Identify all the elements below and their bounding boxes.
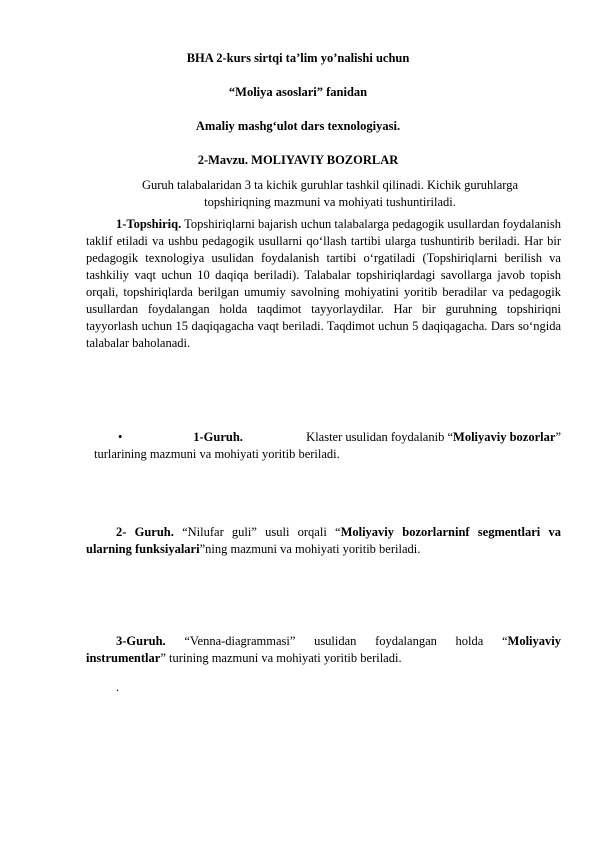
header-line-2: “Moliya asoslari” fanidan [228,85,368,99]
task1-label: 1-Topshiriq. [116,217,182,231]
group3-text-b: ” turining mazmuni va mohiyati yoritib beriladi. [160,651,402,665]
group1-text-a: Klaster usulidan foydalanib “ [306,430,454,444]
group2-bold: Moliyaviy bozorlarninf segmentlari va ularning funksiyalari [86,525,561,556]
group2-label: 2- Guruh. [116,525,174,539]
group3-label: 3-Guruh. [116,634,166,648]
task1-text: Topshiriqlarni bajarish uchun talabalarga pedagogik usullardan foydalanish taklif etiladi va ushbu pedagogik usullarni qo‘llash tartibi ularga tushuntirib beriladi. Har bir pedagogik texnologiya usulidan foydalanish tartibi o‘rgatiladi (Topshiriqlarni berilish va tashkiliy vaqt uchun 10 daqiqa beriladi). Talabalar topshiriqlardagi savollarga javob topish orqali, topshiriqlarda berilgan umumiy savolning mohiyatini yoritib beradilar va pedagogik usullardan foydalangan holda taqdimot tayyorlaydilar. Har bir guruhning topshiriqni tayyorlash uchun 15 daqiqagacha vaqt beriladi. Taqdimot uchun 5 daqiqagacha. Dars so‘ngida talabalar baholanadi. [86,217,561,350]
group1-quote-close: ” [555,430,561,444]
group1-text-b: turlarining mazmuni va mohiyati yoritib beriladi. [94,447,340,461]
bullet-icon: • [118,430,123,444]
group1-label: 1-Guruh. [193,430,243,444]
group2-text-a: “Nilufar guli” usuli orqali “ [173,525,341,539]
group3-bold: Moliyaviy instrumentlar [86,634,561,665]
group1-bold: Moliyaviy bozorlar [453,430,556,444]
group1-paragraph [88,429,561,463]
group3-text-a: “Venna-diagrammasi” usulidan foydalangan holda “ [165,634,508,648]
group2-paragraph [86,524,561,558]
intro-paragraph: Guruh talabalaridan 3 ta kichik guruhlar tashkil qilinadi. Kichik guruhlarga topshiriqning mazmuni va mohiyati tushuntiriladi. [141,178,519,209]
topic-title: 2-Mavzu. MOLIYAVIY BOZORLAR [197,153,399,167]
group2-text-b: ”ning mazmuni va mohiyati yoritib beriladi. [199,542,421,556]
header-line-1: BHA 2-kurs sirtqi ta’lim yo’nalishi uchun [186,51,410,65]
group3-paragraph [86,633,561,667]
header-line-3: Amaliy mashg‘ulot dars texnologiyasi. [195,119,401,133]
group1-text-wrap [306,429,561,446]
task1-paragraph [86,216,561,352]
group1-first-line [88,429,561,446]
trailing-dot: . [116,680,120,694]
